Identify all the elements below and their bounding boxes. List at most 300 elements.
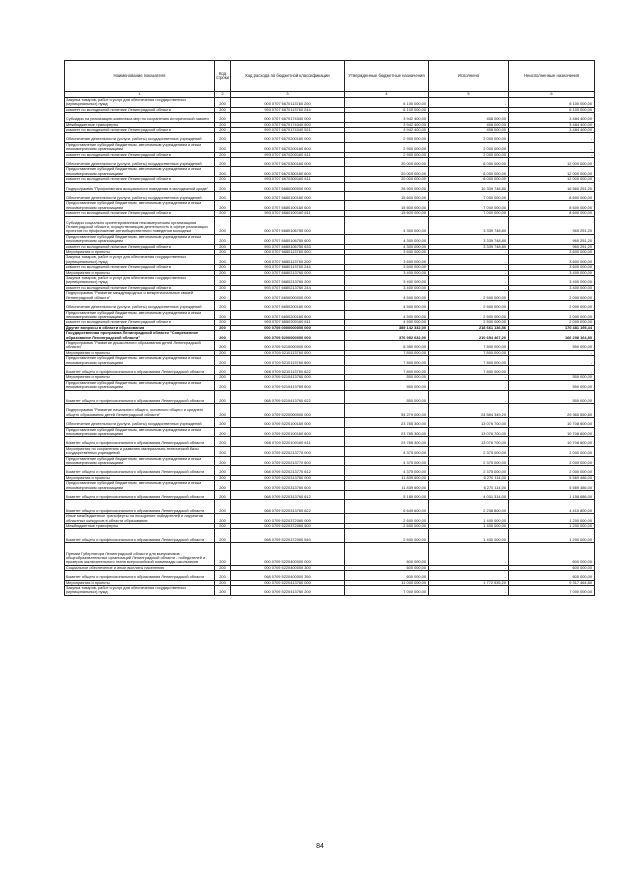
header-unexecuted: Неисполненные назначения <box>509 61 595 92</box>
row-name-cell: Обеспечение деятельности (услуги, работы) государственных учреждений <box>65 192 215 201</box>
row-approved-cell: 6 649 600,00 <box>345 500 429 514</box>
table-row <box>65 437 595 446</box>
row-line-code-cell: 200 <box>215 201 231 211</box>
table-row <box>65 142 595 152</box>
row-remaining-cell: 3 484 400,00 <box>509 122 595 127</box>
row-executed-cell: 13 076 700,00 <box>429 418 509 427</box>
table-row <box>65 466 595 475</box>
row-remaining-cell: 7 000 000,00 <box>509 586 595 596</box>
row-name-cell: Комитет общего и профессионального образования Ленинградской области <box>65 365 215 374</box>
row-remaining-cell: 600 000,00 <box>509 565 595 570</box>
row-name-cell: Комитет общего и профессионального образования Ленинградской области <box>65 500 215 514</box>
row-approved-cell: 4 300 000,00 <box>345 244 429 249</box>
row-name-cell: Мероприятия и проекты <box>65 580 215 585</box>
row-remaining-cell: - <box>509 142 595 152</box>
row-approved-cell: 3 600 000,00 <box>345 265 429 270</box>
row-remaining-cell: 5 569 486,00 <box>509 475 595 480</box>
row-name-cell: Государственная программа Ленинградской области "Современное образование Ленинградской области" <box>65 331 215 341</box>
row-approved-cell: 376 952 632,00 <box>345 331 429 341</box>
table-row <box>65 500 595 514</box>
row-name-cell: Подпрограмма "Развитие начального общего, основного общего и среднего общего образования детей Ленинградской области" <box>65 404 215 418</box>
row-executed-cell: 2 375 000,00 <box>429 456 509 466</box>
row-line-code-cell: 200 <box>215 211 231 216</box>
row-executed-cell: 458 000,00 <box>429 128 509 133</box>
row-budget-code-cell: 000 0709 5220400000 300 <box>231 565 345 570</box>
table-row <box>65 255 595 265</box>
row-budget-code-cell: 000 0709 5220413760 000 <box>231 580 345 585</box>
row-line-code-cell: 200 <box>215 177 231 182</box>
row-budget-code-cell: 000 0709 5210000000 000 <box>231 340 345 350</box>
row-line-code-cell: 200 <box>215 142 231 152</box>
column-number: 6 <box>509 92 595 98</box>
row-budget-code-cell: 000 0709 5220372060 500 <box>231 524 345 529</box>
row-executed-cell: 13 076 700,00 <box>429 437 509 446</box>
row-executed-cell: 1 400 000,00 <box>429 514 509 524</box>
table-row <box>65 158 595 167</box>
budget-execution-table <box>64 60 595 596</box>
row-line-code-cell: 200 <box>215 320 231 325</box>
row-name-cell: Комитет общего и профессионального образования Ленинградской области <box>65 491 215 500</box>
row-name-cell: Межбюджетные трансферты <box>65 524 215 529</box>
row-approved-cell: 2 600 000,00 <box>345 514 429 524</box>
row-approved-cell: 3 400 000,00 <box>345 276 429 286</box>
row-remaining-cell: 960 251,20 <box>509 234 595 244</box>
row-executed-cell: - <box>429 571 509 580</box>
row-budget-code-cell: 000 0709 5220400000 000 <box>231 543 345 566</box>
row-approved-cell: 550 000,00 <box>345 375 429 380</box>
row-name-cell: Премии Губернатора Ленинградской области для выпускников общеобразовательных организаций Ленинградской области - победителей и призеров заключительного этапа всероссийской олимпиады школьников <box>65 543 215 566</box>
row-executed-cell: 1 400 000,00 <box>429 529 509 543</box>
row-approved-cell: 15 600 000,00 <box>345 192 429 201</box>
row-remaining-cell: 2 000 000,00 <box>509 446 595 456</box>
row-name-cell: Обеспечение деятельности (услуги, работы) государственных учреждений <box>65 301 215 310</box>
row-line-code-cell: 200 <box>215 113 231 122</box>
row-remaining-cell: 2 000 000,00 <box>509 310 595 320</box>
header-indicator-name: Наименование показателя <box>65 61 215 92</box>
row-approved-cell: 550 000,00 <box>345 380 429 390</box>
row-budget-code-cell: 000 0709 5220100160 000 <box>231 418 345 427</box>
table-row <box>65 133 595 142</box>
row-remaining-cell: 2 000 000,00 <box>509 456 595 466</box>
row-line-code-cell: 200 <box>215 133 231 142</box>
row-executed-cell: 2 375 000,00 <box>429 466 509 475</box>
row-budget-code-cell: 000 0707 6680213760 000 <box>231 270 345 275</box>
row-line-code-cell: 200 <box>215 325 231 330</box>
page-number: 84 <box>316 843 324 850</box>
row-budget-code-cell: 000 0707 6680113760 200 <box>231 255 345 265</box>
row-executed-cell: 6 270 114,00 <box>429 475 509 480</box>
row-executed-cell: - <box>429 565 509 570</box>
row-line-code-cell: 200 <box>215 565 231 570</box>
row-executed-cell: 7 800 000,00 <box>429 350 509 355</box>
row-name-cell: Закупка товаров, работ и услуг для обеспечения государственных (муниципальных) нужд <box>65 586 215 596</box>
column-number: 3 <box>231 92 345 98</box>
row-name-cell: Предоставление субсидий бюджетным, автономным учреждениям и иным некоммерческим организациям <box>65 380 215 390</box>
row-approved-cell: 4 375 000,00 <box>345 466 429 475</box>
row-approved-cell: 4 500 000,00 <box>345 320 429 325</box>
row-line-code-cell: 200 <box>215 456 231 466</box>
row-executed-cell: 10 339 748,80 <box>429 182 509 191</box>
row-line-code-cell: 200 <box>215 98 231 108</box>
row-executed-cell: 1 772 535,20 <box>429 580 509 585</box>
row-budget-code-cell: 993 0707 6650200160 611 <box>231 320 345 325</box>
row-executed-cell: 1 400 000,00 <box>429 524 509 529</box>
table-row <box>65 301 595 310</box>
row-executed-cell: - <box>429 285 509 290</box>
row-executed-cell: 210 654 467,20 <box>429 331 509 341</box>
row-remaining-cell: 1 200 000,00 <box>509 524 595 529</box>
row-approved-cell: 26 900 000,00 <box>345 182 429 191</box>
row-approved-cell: 23 785 300,00 <box>345 427 429 437</box>
row-approved-cell: 4 300 000,00 <box>345 216 429 234</box>
row-line-code-cell: 200 <box>215 107 231 112</box>
row-budget-code-cell: 068 0709 5220100160 611 <box>231 437 345 446</box>
row-executed-cell: 3 339 748,80 <box>429 244 509 249</box>
row-name-cell: Мероприятия и проекты <box>65 350 215 355</box>
row-remaining-cell: 550 000,00 <box>509 380 595 390</box>
row-executed-cell: 6 270 114,00 <box>429 481 509 491</box>
row-line-code-cell: 200 <box>215 276 231 286</box>
row-line-code-cell: 200 <box>215 543 231 566</box>
row-name-cell: Мероприятия и проекты <box>65 375 215 380</box>
row-approved-cell: 2 900 000,00 <box>345 142 429 152</box>
row-line-code-cell: 200 <box>215 285 231 290</box>
table-body <box>65 98 595 596</box>
row-approved-cell: 6 100 000,00 <box>345 98 429 108</box>
row-approved-cell: 4 375 000,00 <box>345 446 429 456</box>
row-approved-cell: 550 000,00 <box>345 390 429 404</box>
row-budget-code-cell: 000 0709 5220213770 000 <box>231 446 345 456</box>
row-executed-cell: 2 238 800,00 <box>429 500 509 514</box>
row-line-code-cell: 200 <box>215 586 231 596</box>
row-name-cell: Мероприятия по сохранению и развитию материально-технической базы государственных учреждений <box>65 446 215 456</box>
row-executed-cell: - <box>429 250 509 255</box>
row-remaining-cell: 8 600 000,00 <box>509 211 595 216</box>
table-row <box>65 340 595 350</box>
row-executed-cell: 7 000 000,00 <box>429 211 509 216</box>
row-budget-code-cell: 993 0707 6680113760 244 <box>231 265 345 270</box>
row-approved-cell: 11 839 600,00 <box>345 481 429 491</box>
row-name-cell: Предоставление субсидий бюджетным, автономным учреждениям и иным некоммерческим организациям <box>65 456 215 466</box>
row-executed-cell: 2 500 000,00 <box>429 301 509 310</box>
row-remaining-cell: 3 400 000,00 <box>509 276 595 286</box>
table-row <box>65 514 595 524</box>
row-approved-cell: 7 800 000,00 <box>345 365 429 374</box>
row-name-cell: комитет по молодежной политике Ленинградской области <box>65 211 215 216</box>
row-remaining-cell: - <box>509 133 595 142</box>
row-remaining-cell: 550 000,00 <box>509 375 595 380</box>
row-line-code-cell: 200 <box>215 331 231 341</box>
row-name-cell: Межбюджетные трансферты <box>65 122 215 127</box>
header-line-code: Код строки <box>215 61 231 92</box>
row-line-code-cell: 200 <box>215 404 231 418</box>
row-name-cell: Мероприятия и проекты <box>65 250 215 255</box>
row-name-cell: Обеспечение деятельности (услуги, работы) государственных учреждений <box>65 158 215 167</box>
row-remaining-cell: 3 600 000,00 <box>509 265 595 270</box>
table-row <box>65 418 595 427</box>
row-approved-cell: 4 500 000,00 <box>345 291 429 301</box>
row-remaining-cell: 12 000 000,00 <box>509 177 595 182</box>
row-approved-cell: 389 142 332,00 <box>345 325 429 330</box>
row-budget-code-cell: 000 0709 5220100160 600 <box>231 427 345 437</box>
table-row <box>65 276 595 286</box>
row-name-cell: Обеспечение деятельности (услуги, работы) государственных учреждений <box>65 133 215 142</box>
row-approved-cell: 3 600 000,00 <box>345 250 429 255</box>
row-executed-cell: 4 031 314,00 <box>429 491 509 500</box>
row-name-cell: Предоставление субсидий бюджетным, автономным учреждениям и иным некоммерческим организациям <box>65 142 215 152</box>
table-row <box>65 113 595 122</box>
row-line-code-cell: 200 <box>215 255 231 265</box>
row-executed-cell: 8 000 000,00 <box>429 158 509 167</box>
row-executed-cell: 7 800 000,00 <box>429 340 509 350</box>
row-budget-code-cell: 000 0707 6650200160 600 <box>231 310 345 320</box>
table-row <box>65 331 595 341</box>
row-line-code-cell: 200 <box>215 418 231 427</box>
row-remaining-cell: 8 600 000,00 <box>509 192 595 201</box>
table-row <box>65 446 595 456</box>
row-line-code-cell: 200 <box>215 310 231 320</box>
row-name-cell: Закупка товаров, работ и услуг для обеспечения государственных (муниципальных) нужд <box>65 276 215 286</box>
row-approved-cell: 7 800 000,00 <box>345 350 429 355</box>
row-approved-cell: 8 350 000,00 <box>345 340 429 350</box>
row-budget-code-cell: 000 0707 6680106750 600 <box>231 234 345 244</box>
row-remaining-cell: 960 251,20 <box>509 216 595 234</box>
row-line-code-cell: 200 <box>215 524 231 529</box>
row-executed-cell: - <box>429 276 509 286</box>
row-line-code-cell: 200 <box>215 427 231 437</box>
table-row <box>65 491 595 500</box>
row-remaining-cell: 3 484 400,00 <box>509 113 595 122</box>
row-approved-cell: 600 000,00 <box>345 543 429 566</box>
row-budget-code-cell: 000 0707 6650200160 000 <box>231 301 345 310</box>
row-name-cell: комитет по молодежной политике Ленинградской области <box>65 177 215 182</box>
row-budget-code-cell: 068 0709 5220213770 612 <box>231 466 345 475</box>
row-budget-code-cell: 000 0707 6670300160 600 <box>231 167 345 177</box>
table-row <box>65 529 595 543</box>
row-line-code-cell: 200 <box>215 122 231 127</box>
row-line-code-cell: 200 <box>215 192 231 201</box>
row-remaining-cell: 12 000 000,00 <box>509 158 595 167</box>
row-remaining-cell: 3 400 000,00 <box>509 270 595 275</box>
row-name-cell: Комитет общего и профессионального образования Ленинградской области <box>65 571 215 580</box>
row-approved-cell: 20 000 000,00 <box>345 177 429 182</box>
row-name-cell: Подпрограмма "Профилактика асоциального поведения в молодежной среде" <box>65 182 215 191</box>
row-name-cell: Мероприятия и проекты <box>65 475 215 480</box>
row-executed-cell: - <box>429 98 509 108</box>
row-approved-cell: 15 600 000,00 <box>345 201 429 211</box>
row-executed-cell: - <box>429 543 509 566</box>
row-name-cell: Предоставление субсидий бюджетным, автономным учреждениям и иным некоммерческим организациям <box>65 481 215 491</box>
row-line-code-cell: 200 <box>215 446 231 456</box>
row-budget-code-cell: 000 0709 0000000000 000 <box>231 325 345 330</box>
row-budget-code-cell: 993 0707 6670113760 244 <box>231 107 345 112</box>
row-line-code-cell: 200 <box>215 500 231 514</box>
row-remaining-cell: 10 708 600,00 <box>509 427 595 437</box>
budget-report-sheet <box>64 60 594 596</box>
row-budget-code-cell: 000 0707 6670200160 000 <box>231 133 345 142</box>
table-row <box>65 310 595 320</box>
row-executed-cell: 7 800 000,00 <box>429 365 509 374</box>
row-executed-cell: - <box>429 375 509 380</box>
row-budget-code-cell: 000 0707 6680100160 600 <box>231 201 345 211</box>
row-approved-cell: 4 500 000,00 <box>345 310 429 320</box>
column-number: 4 <box>345 92 429 98</box>
table-row <box>65 201 595 211</box>
row-budget-code-cell: 000 0707 6680113760 000 <box>231 250 345 255</box>
row-line-code-cell: 200 <box>215 291 231 301</box>
row-executed-cell: 218 661 136,56 <box>429 325 509 330</box>
row-name-cell: Обеспечение деятельности (услуги, работы) государственных учреждений <box>65 418 215 427</box>
row-executed-cell: 7 000 000,00 <box>429 201 509 211</box>
table-header-row <box>65 61 595 92</box>
row-line-code-cell: 200 <box>215 390 231 404</box>
table-row <box>65 571 595 580</box>
row-name-cell: Комитет общего и профессионального образования Ленинградской области <box>65 466 215 475</box>
row-name-cell: Предоставление субсидий бюджетным, автономным учреждениям и иным некоммерческим организациям <box>65 167 215 177</box>
row-executed-cell: 458 000,00 <box>429 113 509 122</box>
table-row <box>65 192 595 201</box>
row-remaining-cell: 3 400 000,00 <box>509 285 595 290</box>
row-remaining-cell: 5 569 486,00 <box>509 481 595 491</box>
table-row <box>65 456 595 466</box>
row-name-cell: Субсидии социально ориентированным некоммерческим организациям Ленинградской области, осуществляющим деятельность в сфере реализации проектов по профилактике антиобщественного поведения молодежи <box>65 216 215 234</box>
row-budget-code-cell: 993 0707 6670300160 611 <box>231 177 345 182</box>
row-approved-cell: 15 600 000,00 <box>345 211 429 216</box>
row-remaining-cell: 16 560 251,20 <box>509 182 595 191</box>
row-line-code-cell: 200 <box>215 244 231 249</box>
row-line-code-cell: 200 <box>215 250 231 255</box>
row-budget-code-cell: 000 0707 6670300160 000 <box>231 158 345 167</box>
row-approved-cell: 6 100 000,00 <box>345 107 429 112</box>
row-line-code-cell: 200 <box>215 350 231 355</box>
table-row <box>65 404 595 418</box>
row-approved-cell: 3 942 400,00 <box>345 113 429 122</box>
row-budget-code-cell: 000 0707 6670174340 500 <box>231 122 345 127</box>
row-budget-code-cell: 000 0707 6680213760 200 <box>231 276 345 286</box>
row-approved-cell: 3 942 400,00 <box>345 122 429 127</box>
row-line-code-cell: 200 <box>215 158 231 167</box>
row-executed-cell: - <box>429 380 509 390</box>
row-remaining-cell: 3 600 000,00 <box>509 255 595 265</box>
row-remaining-cell: 6 100 000,00 <box>509 107 595 112</box>
row-remaining-cell: 8 600 000,00 <box>509 201 595 211</box>
row-remaining-cell: 4 410 800,00 <box>509 500 595 514</box>
row-name-cell: Подпрограмма "Развитие международных и межрегиональных связей Ленинградской области" <box>65 291 215 301</box>
row-remaining-cell: - <box>509 356 595 366</box>
row-name-cell: Подпрограмма "Развитие дошкольного образования детей Ленинградской области" <box>65 340 215 350</box>
row-approved-cell: 4 300 000,00 <box>345 234 429 244</box>
row-name-cell: комитет по молодежной политике Ленинградской области <box>65 244 215 249</box>
row-remaining-cell: 550 000,00 <box>509 340 595 350</box>
row-line-code-cell: 200 <box>215 167 231 177</box>
row-budget-code-cell: 068 0709 5220372060 540 <box>231 529 345 543</box>
row-budget-code-cell: 000 0707 6680106750 000 <box>231 216 345 234</box>
row-approved-cell: 23 785 300,00 <box>345 418 429 427</box>
row-remaining-cell: 6 100 000,00 <box>509 98 595 108</box>
row-approved-cell: 3 942 400,00 <box>345 128 429 133</box>
row-executed-cell: 2 500 000,00 <box>429 310 509 320</box>
row-budget-code-cell: 000 0709 5210413760 600 <box>231 380 345 390</box>
row-remaining-cell: 600 000,00 <box>509 571 595 580</box>
row-remaining-cell: - <box>509 350 595 355</box>
row-name-cell: комитет по молодежной политике Ленинградской области <box>65 152 215 157</box>
row-executed-cell: 2 500 000,00 <box>429 320 509 325</box>
row-name-cell: Комитет общего и профессионального образования Ленинградской области <box>65 529 215 543</box>
row-budget-code-cell: 068 0709 5220400000 350 <box>231 571 345 580</box>
row-name-cell: Закупка товаров, работ и услуг для обеспечения государственных (муниципальных) нужд <box>65 255 215 265</box>
row-line-code-cell: 200 <box>215 182 231 191</box>
row-name-cell: Другие вопросы в области образования <box>65 325 215 330</box>
row-name-cell: Социальное обеспечение и иные выплаты населению <box>65 565 215 570</box>
row-budget-code-cell: 000 0707 6650000000 000 <box>231 291 345 301</box>
header-approved: Утвержденные бюджетные назначения <box>345 61 429 92</box>
row-line-code-cell: 200 <box>215 340 231 350</box>
row-budget-code-cell: 000 0709 5210113760 600 <box>231 356 345 366</box>
row-executed-cell: - <box>429 265 509 270</box>
row-budget-code-cell: 993 0707 6680213760 244 <box>231 285 345 290</box>
row-executed-cell: 2 000 000,00 <box>429 152 509 157</box>
table-row <box>65 481 595 491</box>
row-budget-code-cell: 000 0709 5220213770 600 <box>231 456 345 466</box>
row-approved-cell: 20 000 000,00 <box>345 158 429 167</box>
row-name-cell: комитет по молодежной политике Ленинградской области <box>65 265 215 270</box>
row-name-cell: Закупка товаров, работ и услуг для обеспечения государственных (муниципальных) нужд <box>65 98 215 108</box>
row-executed-cell: - <box>429 270 509 275</box>
row-line-code-cell: 200 <box>215 234 231 244</box>
row-name-cell: Комитет общего и профессионального образования Ленинградской области <box>65 437 215 446</box>
row-approved-cell: 4 375 000,00 <box>345 456 429 466</box>
row-approved-cell: 2 900 000,00 <box>345 133 429 142</box>
row-remaining-cell: 2 000 000,00 <box>509 320 595 325</box>
row-remaining-cell: - <box>509 152 595 157</box>
row-name-cell: Субсидии на реализацию комплекса мер по сохранению исторической памяти <box>65 113 215 122</box>
table-row <box>65 365 595 374</box>
row-remaining-cell: 170 481 195,44 <box>509 325 595 330</box>
row-budget-code-cell: 000 0707 6670113760 200 <box>231 98 345 108</box>
column-number: 1 <box>65 92 215 98</box>
row-budget-code-cell: 993 0707 6670200160 611 <box>231 152 345 157</box>
row-name-cell: Предоставление субсидий бюджетным, автономным учреждениям и иным некоммерческим организациям <box>65 201 215 211</box>
row-name-cell: Предоставление субсидий бюджетным, автономным учреждениям и иным некоммерческим организациям <box>65 310 215 320</box>
row-executed-cell: 2 000 000,00 <box>429 142 509 152</box>
row-line-code-cell: 200 <box>215 491 231 500</box>
row-name-cell: Предоставление субсидий бюджетным, автономным учреждениям и иным некоммерческим организациям <box>65 427 215 437</box>
row-executed-cell: 7 800 000,00 <box>429 356 509 366</box>
row-budget-code-cell: 000 0707 6680000000 000 <box>231 182 345 191</box>
row-budget-code-cell: 068 0709 5210113760 622 <box>231 365 345 374</box>
row-name-cell: комитет по молодежной политике Ленинградской области <box>65 285 215 290</box>
row-remaining-cell: 166 298 164,80 <box>509 331 595 341</box>
row-budget-code-cell: 000 0707 6670200160 600 <box>231 142 345 152</box>
row-budget-code-cell: 068 0709 5220313760 622 <box>231 500 345 514</box>
row-executed-cell: - <box>429 586 509 596</box>
row-remaining-cell: 960 251,20 <box>509 244 595 249</box>
row-approved-cell: 23 785 300,00 <box>345 437 429 446</box>
row-executed-cell: - <box>429 107 509 112</box>
row-line-code-cell: 200 <box>215 356 231 366</box>
row-approved-cell: 3 400 000,00 <box>345 285 429 290</box>
row-remaining-cell: 2 000 000,00 <box>509 301 595 310</box>
row-budget-code-cell: 000 0709 5210413760 000 <box>231 375 345 380</box>
row-remaining-cell: 3 484 400,00 <box>509 128 595 133</box>
row-line-code-cell: 200 <box>215 481 231 491</box>
table-row <box>65 427 595 437</box>
table-row <box>65 234 595 244</box>
row-line-code-cell: 200 <box>215 265 231 270</box>
row-line-code-cell: 200 <box>215 380 231 390</box>
row-executed-cell: 7 000 000,00 <box>429 192 509 201</box>
row-approved-cell: 2 900 000,00 <box>345 152 429 157</box>
